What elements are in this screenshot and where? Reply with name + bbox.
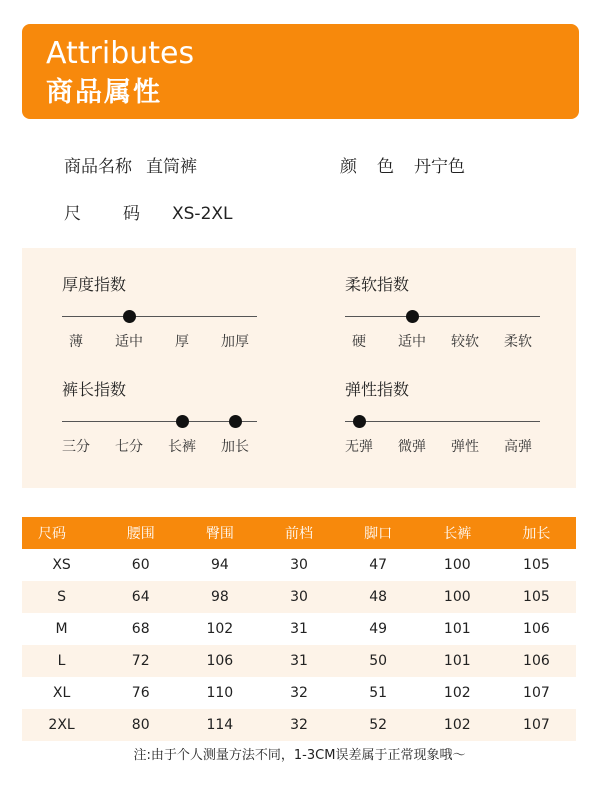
- measure-cell: 114: [180, 709, 259, 741]
- measure-cell: 100: [418, 581, 497, 613]
- table-row: [22, 677, 576, 709]
- gauge-tick-label: 微弹: [398, 439, 426, 455]
- gauge-line: [62, 316, 257, 317]
- gauge-tick-label: 长裤: [168, 439, 196, 455]
- gauge-title: 厚度指数: [62, 275, 127, 294]
- measure-cell: 47: [369, 557, 388, 573]
- measure-cell: 102: [206, 621, 234, 637]
- attr-size-label: 尺码: [64, 204, 182, 224]
- gauge-tick-label: 薄: [69, 334, 83, 350]
- measure-cell: 68: [131, 621, 150, 637]
- attr-name-label: 商品名称: [64, 157, 132, 177]
- attributes-banner: [22, 24, 579, 119]
- index-panel: [22, 248, 576, 488]
- gauge-tick-label: 加长: [221, 439, 249, 455]
- measure-cell: 107: [497, 709, 576, 741]
- measure-cell: 50: [339, 645, 418, 677]
- table-row: [22, 645, 576, 677]
- measure-cell: 102: [418, 709, 497, 741]
- measure-cell: 49: [369, 621, 388, 637]
- gauge-title: 弹性指数: [345, 380, 410, 399]
- measure-cell: 105: [523, 557, 550, 573]
- attr-color-value: 丹宁色: [414, 157, 465, 177]
- attr-size-value: XS-2XL: [172, 204, 233, 224]
- measure-cell: 31: [259, 645, 338, 677]
- size-cell: L: [22, 645, 101, 677]
- measure-cell: 107: [523, 685, 550, 701]
- size-table-header: [22, 517, 576, 549]
- size-cell: 2XL: [22, 709, 101, 741]
- measure-cell: 30: [259, 581, 338, 613]
- col-header: 脚口: [339, 517, 418, 549]
- gauge-tick-label: 加厚: [221, 334, 249, 350]
- gauge-marker-dot: [176, 415, 189, 428]
- col-header: 加长: [497, 517, 576, 549]
- table-row: [22, 709, 576, 741]
- attr-color-label: 颜色: [340, 157, 414, 177]
- measure-cell: 48: [339, 581, 418, 613]
- gauge-marker-dot: [229, 415, 242, 428]
- gauge-line: [345, 421, 540, 422]
- gauge-marker-dot: [353, 415, 366, 428]
- measure-cell: 31: [290, 621, 308, 637]
- measure-cell: 72: [101, 645, 180, 677]
- attr-color-row: [340, 156, 465, 178]
- measure-cell: 106: [180, 645, 259, 677]
- size-cell: XL: [52, 685, 71, 701]
- gauge-tick-label: 适中: [115, 334, 143, 350]
- banner-title-cn: 商品属性: [46, 77, 162, 108]
- measure-cell: 30: [290, 557, 308, 573]
- col-header: 前档: [259, 517, 338, 549]
- measure-cell: 101: [418, 645, 497, 677]
- measure-cell: 80: [101, 709, 180, 741]
- size-table-body: [22, 549, 576, 741]
- measure-cell: 32: [290, 685, 308, 701]
- gauge-tick-label: 柔软: [504, 334, 532, 350]
- gauge-marker-dot: [123, 310, 136, 323]
- measure-cell: 94: [210, 557, 229, 573]
- measure-cell: 76: [131, 685, 150, 701]
- measure-cell: 64: [101, 581, 180, 613]
- gauge-thickness: [62, 274, 257, 364]
- gauge-length: [62, 379, 257, 469]
- gauge-title: 裤长指数: [62, 380, 127, 399]
- gauge-tick-label: 硬: [352, 334, 366, 350]
- col-header: 臀围: [180, 517, 259, 549]
- measure-cell: 98: [180, 581, 259, 613]
- table-row: [22, 549, 576, 581]
- gauge-tick-label: 三分: [62, 439, 90, 455]
- banner-title-en: Attributes: [46, 36, 195, 71]
- col-header: 长裤: [418, 517, 497, 549]
- measure-cell: 100: [443, 557, 471, 573]
- measure-cell: 51: [369, 685, 388, 701]
- attr-name-row: [64, 156, 197, 178]
- gauge-softness: [345, 274, 540, 364]
- measure-cell: 60: [131, 557, 150, 573]
- gauge-tick-label: 无弹: [345, 439, 373, 455]
- measure-cell: 105: [497, 581, 576, 613]
- gauge-tick-label: 弹性: [451, 439, 479, 455]
- measure-cell: 106: [523, 621, 550, 637]
- measure-cell: 110: [206, 685, 234, 701]
- attr-size-row: [64, 203, 233, 225]
- measurement-note: 注:由于个人测量方法不同，1-3CM误差属于正常现象哦～: [133, 748, 466, 763]
- gauge-tick-label: 七分: [115, 439, 143, 455]
- size-cell: S: [22, 581, 101, 613]
- measure-cell: 102: [443, 685, 471, 701]
- size-table: [22, 517, 576, 741]
- gauge-tick-label: 较软: [451, 334, 479, 350]
- gauge-marker-dot: [406, 310, 419, 323]
- gauge-tick-label: 厚: [175, 334, 189, 350]
- measure-cell: 106: [497, 645, 576, 677]
- col-header: 腰围: [101, 517, 180, 549]
- attr-name-value: 直筒裤: [146, 157, 197, 177]
- measure-cell: 101: [443, 621, 471, 637]
- gauge-line: [62, 421, 257, 422]
- gauge-tick-label: 高弹: [504, 439, 532, 455]
- gauge-line: [345, 316, 540, 317]
- measure-cell: 32: [259, 709, 338, 741]
- measure-cell: 52: [339, 709, 418, 741]
- gauge-title: 柔软指数: [345, 275, 410, 294]
- gauge-elasticity: [345, 379, 540, 469]
- table-row: [22, 581, 576, 613]
- col-header: 尺码: [22, 517, 101, 549]
- table-row: [22, 613, 576, 645]
- size-cell: M: [55, 621, 68, 637]
- gauge-tick-label: 适中: [398, 334, 426, 350]
- size-cell: XS: [52, 557, 71, 573]
